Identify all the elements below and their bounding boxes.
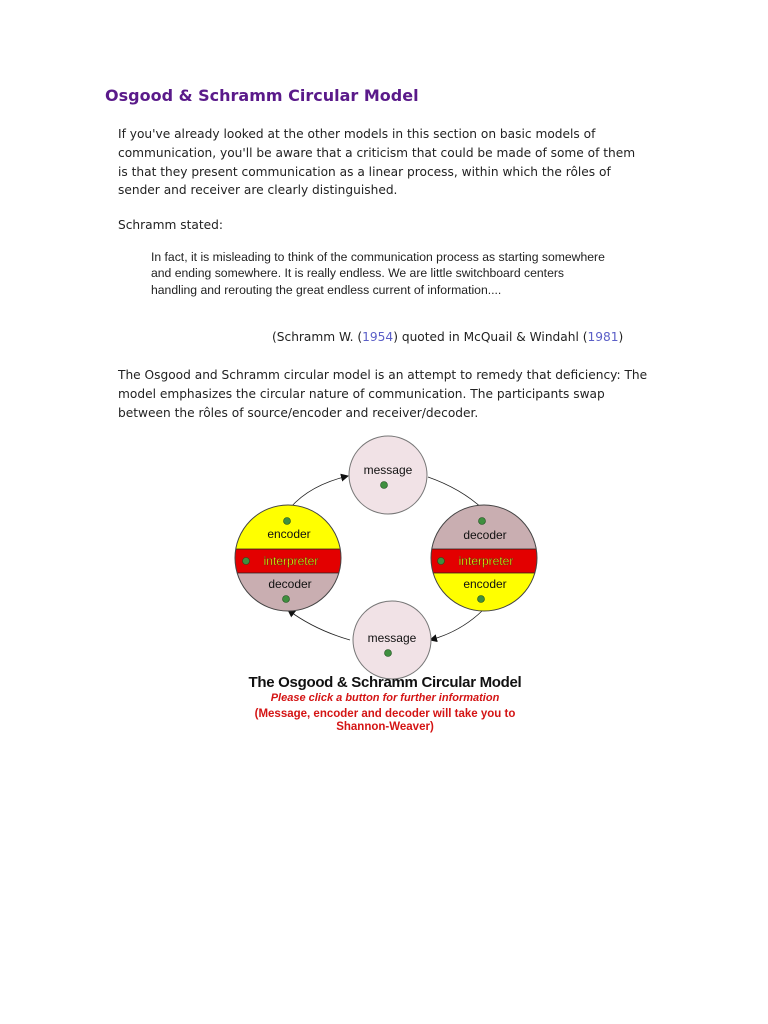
message-top-dot-icon	[381, 482, 388, 489]
right-participant	[426, 500, 546, 618]
left-participant	[230, 500, 350, 618]
left-decoder-label: decoder	[268, 577, 312, 591]
right-interpreter-dot-icon	[438, 558, 445, 565]
citation-link-1954[interactable]: 1954	[362, 330, 394, 344]
left-encoder-dot-icon	[284, 518, 291, 525]
citation-middle: ) quoted in McQuail & Windahl (	[393, 330, 588, 344]
arrow-bottom-message-to-left	[288, 610, 350, 640]
explanation-paragraph: The Osgood and Schramm circular model is an attempt to remedy that deficiency: The model emphasizes the circular nature of communication. The participants swap between the rôles of source/encoder and receiver/decoder.	[118, 368, 648, 420]
page-title: Osgood & Schramm Circular Model	[105, 86, 419, 105]
schramm-stated-text: Schramm stated:	[118, 218, 223, 232]
left-interpreter-label: interpreter	[263, 554, 319, 568]
diagram-caption	[230, 674, 540, 734]
left-decoder-dot-icon	[283, 596, 290, 603]
message-bottom-label: message	[367, 631, 417, 645]
caption-title: The Osgood & Schramm Circular Model	[248, 674, 522, 691]
message-bottom-button[interactable]	[353, 601, 431, 679]
arrow-left-to-top-message	[290, 476, 348, 508]
right-decoder-label: decoder	[463, 528, 507, 542]
citation-suffix: )	[618, 330, 624, 344]
caption-instruction: Please click a button for further information	[270, 692, 500, 704]
message-bottom-dot-icon	[385, 650, 392, 657]
citation-link-1981[interactable]: 1981	[587, 330, 619, 344]
left-encoder-label: encoder	[267, 527, 311, 541]
schramm-quote: In fact, it is misleading to think of the communication process as starting somewhere and ending somewhere. It is really endless. We are little switchboard centers handling and rerouting the great endless current of information....	[151, 250, 605, 297]
right-interpreter-label: interpreter	[458, 554, 514, 568]
intro-paragraph: If you've already looked at the other models in this section on basic models of communication, you'll be aware that a criticism that could be made of some of them is that they present communication as a linear process, within which the rôles of sender and receiver are clearly distinguished.	[118, 127, 636, 198]
right-decoder-dot-icon	[479, 518, 486, 525]
left-encoder-band	[230, 500, 350, 550]
message-top-button[interactable]	[349, 436, 427, 514]
right-encoder-label: encoder	[463, 577, 507, 591]
citation-prefix: (Schramm W. (	[272, 330, 363, 344]
right-encoder-dot-icon	[478, 596, 485, 603]
message-top-label: message	[363, 463, 413, 477]
left-interpreter-dot-icon	[243, 558, 250, 565]
caption-note: (Message, encoder and decoder will take you to Shannon-Weaver)	[254, 708, 516, 733]
right-decoder-band	[426, 500, 546, 550]
arrow-right-to-bottom-message	[430, 611, 482, 640]
